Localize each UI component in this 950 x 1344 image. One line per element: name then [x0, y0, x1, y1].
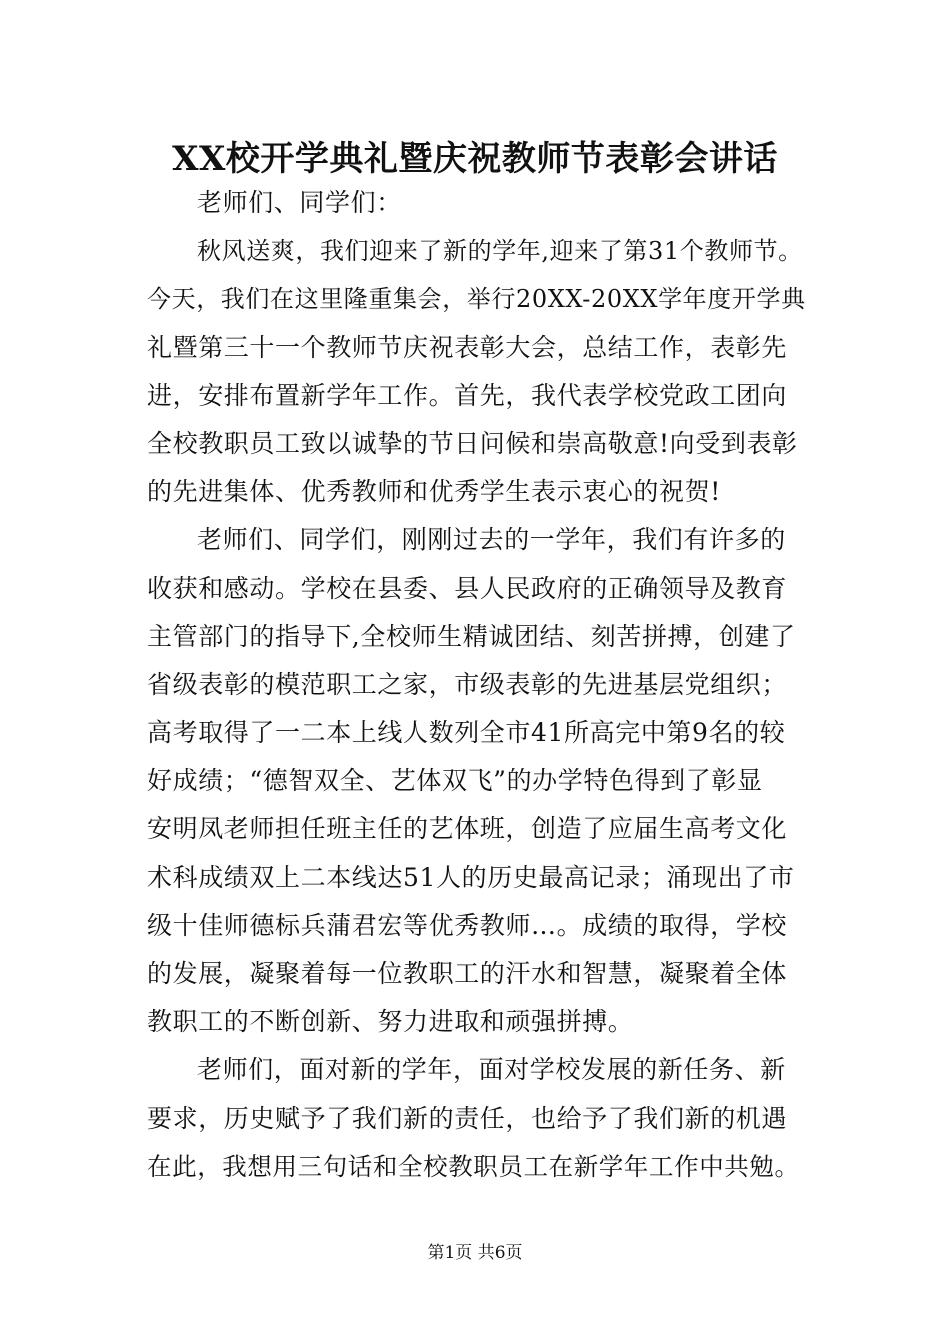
paragraph-line: 老师们、同学们，刚刚过去的一学年，我们有许多的	[197, 525, 786, 555]
paragraph-line: 省级表彰的模范职工之家，市级表彰的先进基层党组织；	[147, 669, 788, 699]
page-footer: 第1页 共6页	[427, 1243, 523, 1263]
paragraph-line: 主管部门的指导下,全校师生精诚团结、刻苦拼搏，创建了	[147, 621, 796, 651]
paragraph-line: 收获和感动。学校在县委、县人民政府的正确领导及教育	[147, 573, 788, 603]
paragraph-line: 级十佳师德标兵蒲君宏等优秀教师…。成绩的取得，学校	[147, 910, 788, 940]
document-title: XX校开学典礼暨庆祝教师节表彰会讲话	[172, 139, 778, 179]
paragraph-line: 礼暨第三十一个教师节庆祝表彰大会，总结工作，表彰先	[147, 332, 788, 362]
paragraph-line: 高考取得了一二本上线人数列全市41所高完中第9名的较	[147, 718, 786, 748]
paragraph-line: 要求，历史赋予了我们新的责任，也给予了我们新的机遇	[147, 1103, 788, 1133]
paragraph-line: 的发展，凝聚着每一位教职工的汗水和智慧，凝聚着全体	[147, 959, 788, 988]
paragraph-line: 秋风送爽，我们迎来了新的学年,迎来了第31个教师节。	[197, 237, 803, 266]
paragraph-line: 今天，我们在这里隆重集会，举行20XX-20XX学年度开学典	[147, 285, 806, 314]
paragraph-line: 安明凤老师担任班主任的艺体班，创造了应届生高考文化	[147, 814, 788, 844]
paragraph-line: 教职工的不断创新、努力进取和顽强拼搏。	[147, 1007, 634, 1037]
document-body	[147, 179, 809, 1191]
paragraph-line: 进，安排布置新学年工作。首先，我代表学校党政工团向	[147, 380, 788, 410]
paragraph-line: 的先进集体、优秀教师和优秀学生表示衷心的祝贺!	[147, 477, 721, 507]
salutation-line: 老师们、同学们：	[197, 188, 402, 217]
paragraph-line: 全校教职员工致以诚挚的节日问候和崇高敬意!向受到表彰	[147, 428, 798, 458]
paragraph-line: 老师们，面对新的学年，面对学校发展的新任务、新	[197, 1055, 786, 1085]
paragraph-line: 在此，我想用三句话和全校教职员工在新学年工作中共勉。	[147, 1151, 800, 1181]
paragraph-line: 术科成绩双上二本线达51人的历史最高记录；涌现出了市	[147, 862, 795, 892]
paragraph-line: 好成绩；“德智双全、艺体双飞”的办学特色得到了彰显	[147, 766, 763, 796]
